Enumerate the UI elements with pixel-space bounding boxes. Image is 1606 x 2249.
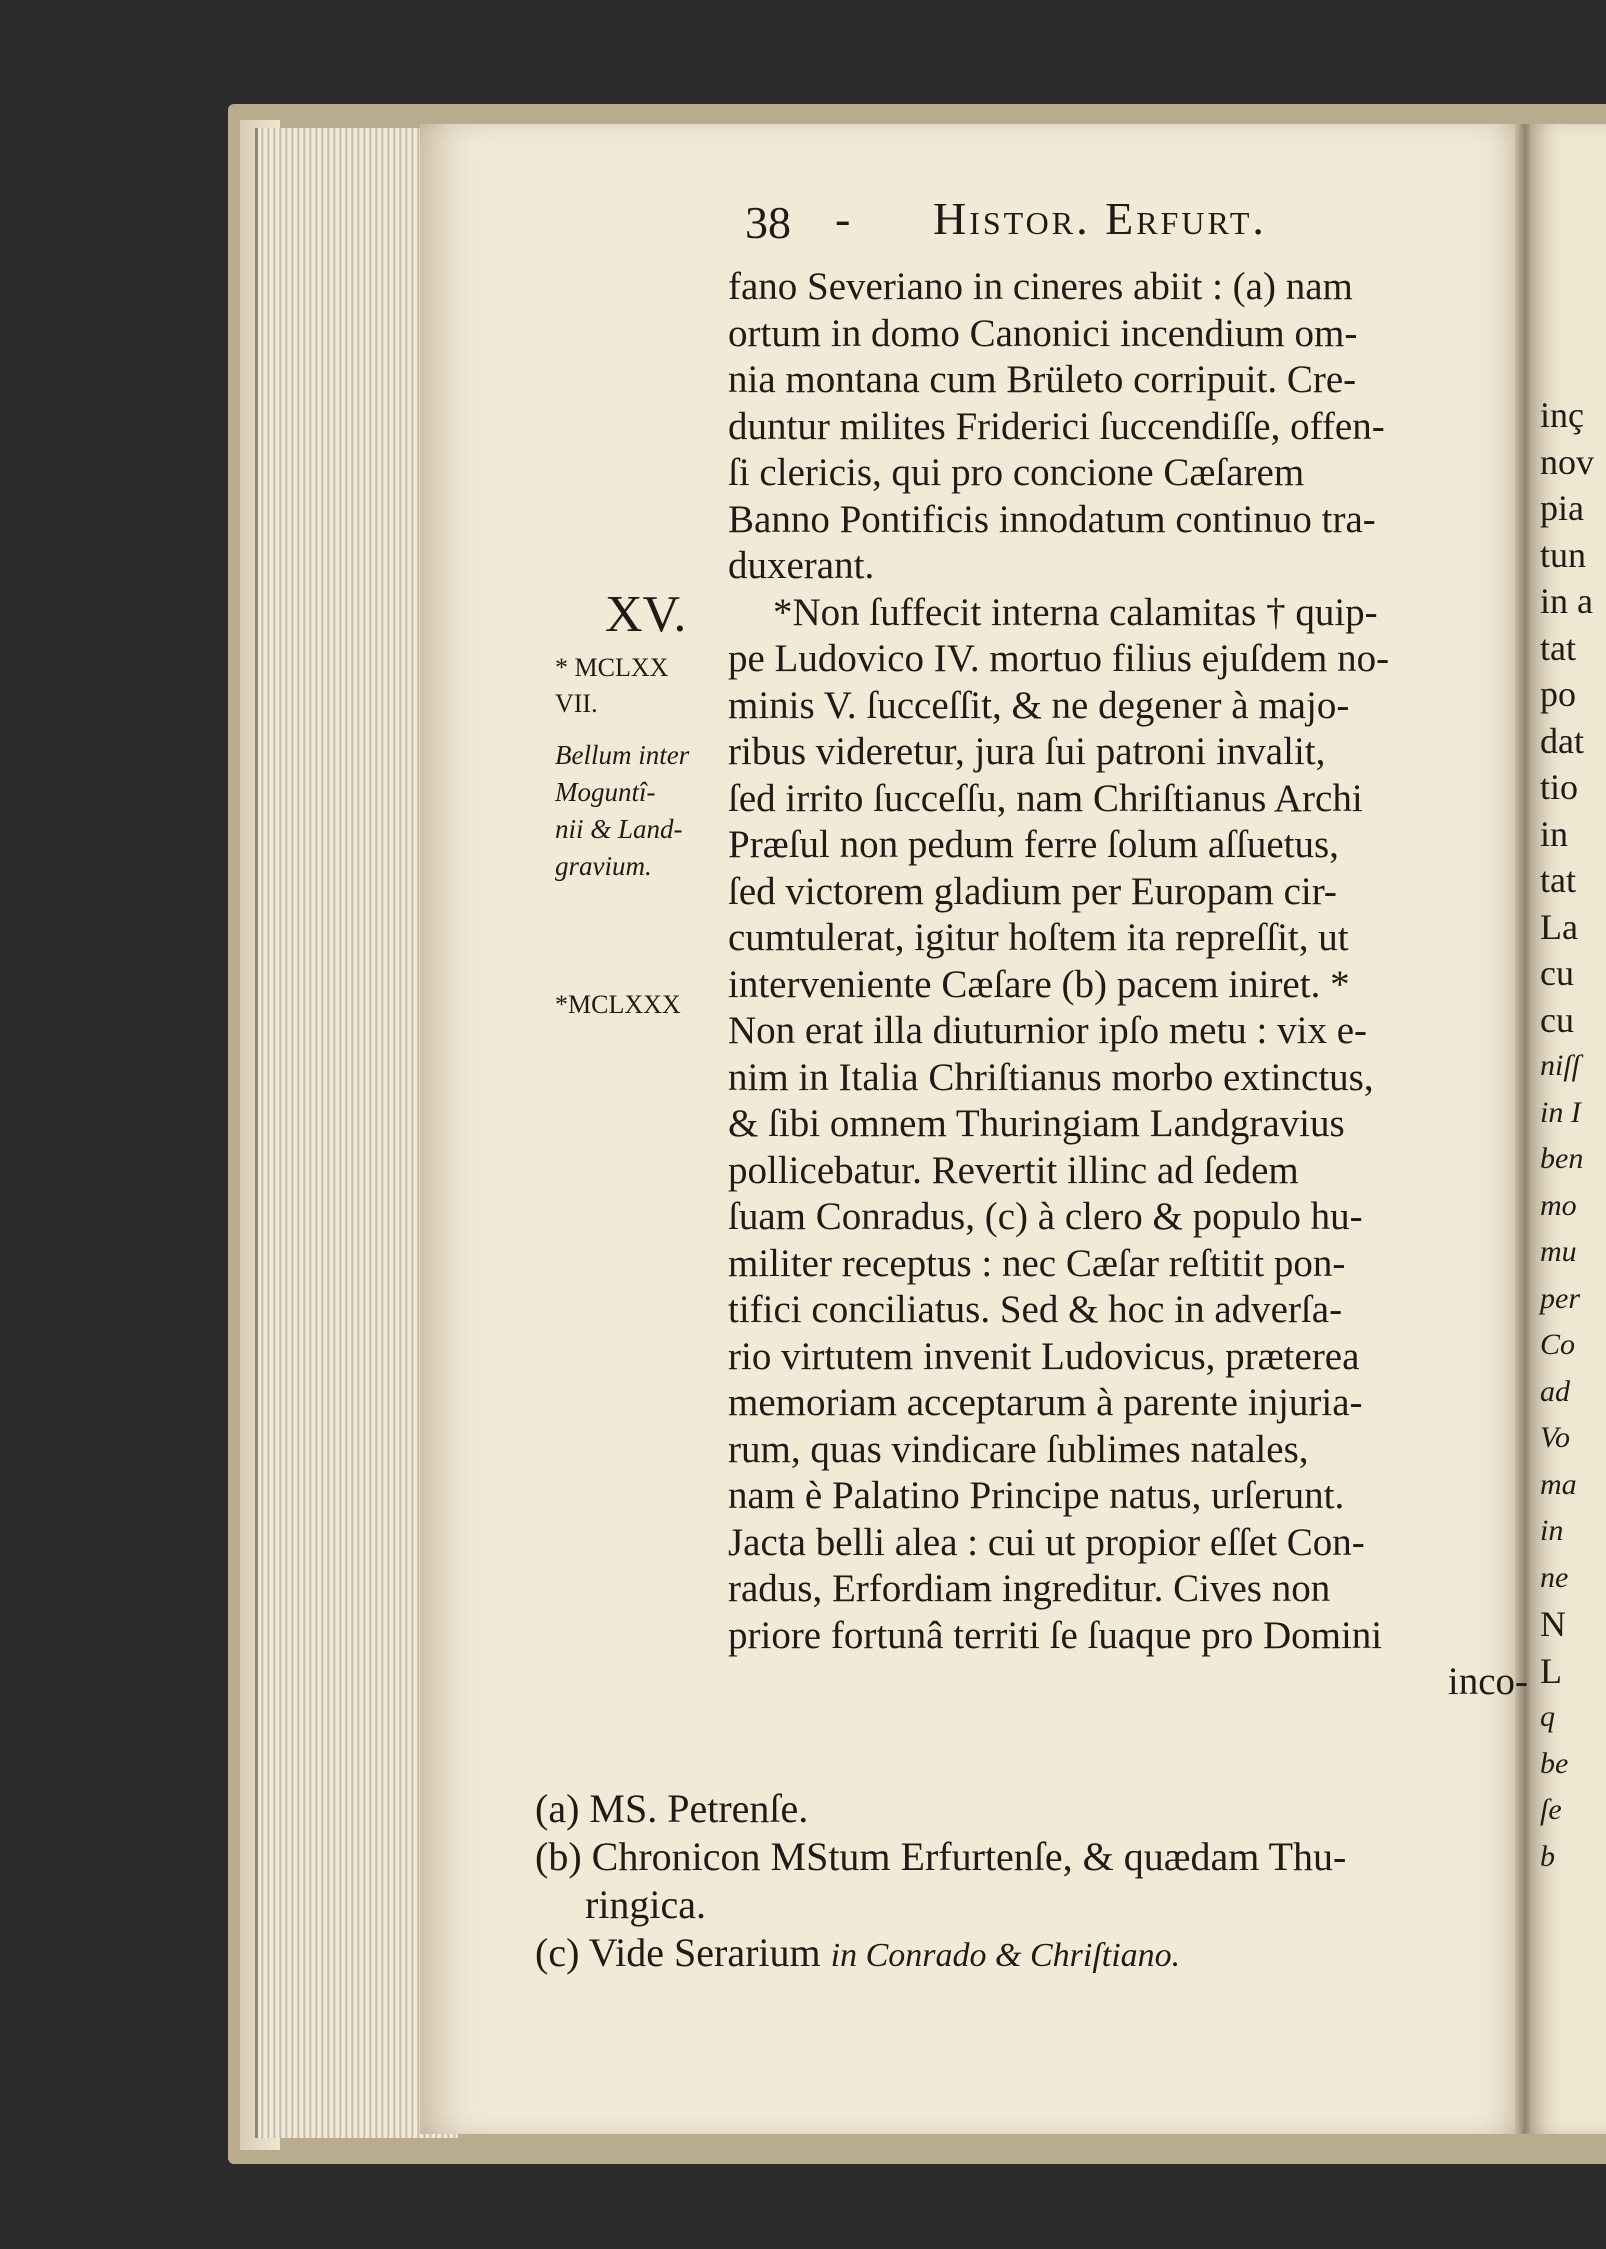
facing-line: in (1540, 1514, 1564, 1547)
facing-line: inç (1540, 395, 1584, 435)
text-line: Præſul non pedum ferre ſolum aſſuetus, (728, 823, 1339, 866)
facing-line: cu (1540, 999, 1574, 1040)
text-line: memoriam acceptarum à parente injuria- (728, 1381, 1363, 1424)
facing-line: tun (1540, 534, 1587, 575)
text-line: *Non ſuffecit interna calamitas † quip- (773, 590, 1378, 634)
facing-line: L (1540, 1650, 1562, 1691)
text-line: ſed victorem gladium per Europam cir- (728, 869, 1337, 913)
facing-line: cu (1540, 953, 1574, 993)
text-line: priore fortunâ territi ſe ſuaque pro Domini (728, 1613, 1383, 1657)
facing-line: ben (1540, 1142, 1584, 1175)
page-number: 38 (745, 197, 791, 248)
margin-note (555, 737, 730, 885)
text-line: cumtulerat, igitur hoſtem ita repreſſit, ut (728, 916, 1349, 959)
facing-line: in a (1540, 581, 1593, 621)
margin-year-1 (555, 650, 730, 722)
facing-line: in (1540, 813, 1569, 854)
facing-page-fragment (1530, 124, 1606, 2134)
facing-line: po (1540, 674, 1576, 714)
text-line: tifici conciliatus. Sed & hoc in adverſa- (728, 1288, 1343, 1331)
section-number: XV. (605, 586, 687, 643)
facing-line: q (1540, 1700, 1555, 1733)
text-line: minis V. ſucceſſit, & ne degener à majo- (728, 683, 1350, 727)
text-line: rum, quas vindicare ſublimes natales, (728, 1427, 1309, 1471)
facing-line: nov (1540, 441, 1594, 482)
text-line: ſi clericis, qui pro concione Cæſarem (728, 451, 1305, 494)
margin-note-line: Moguntî- (555, 777, 656, 807)
text-line: rio virtutem invenit Ludovicus, præterea (728, 1334, 1360, 1378)
facing-line: N (1540, 1604, 1566, 1644)
margin-note-line: nii & Land- (555, 814, 683, 844)
running-title: Histor. Erfurt. (933, 193, 1267, 244)
text-line: & ſibi omnem Thuringiam Landgravius (728, 1102, 1345, 1145)
facing-line: Co (1540, 1328, 1576, 1361)
footnote-c-text: (c) Vide Serarium (535, 1930, 821, 1975)
main-text-block (728, 264, 1528, 1706)
facing-line: per (1540, 1281, 1580, 1315)
running-header (745, 192, 1355, 262)
facing-page-text (1540, 392, 1594, 1880)
footnote-c-italic: in Conrado & Chriſtiano. (830, 1937, 1181, 1974)
text-line: ortum in domo Canonici incendium om- (728, 311, 1358, 355)
footnote-a: (a) MS. Petrenſe. (535, 1786, 809, 1831)
text-line: nam è Palatino Principe natus, urſerunt. (728, 1474, 1345, 1517)
text-line: pe Ludovico IV. mortuo filius ejuſdem no- (728, 637, 1390, 680)
footnotes (535, 1785, 1525, 1980)
text-line: duntur milites Friderici ſuccendiſſe, offen- (728, 404, 1385, 448)
facing-line: tat (1540, 627, 1576, 668)
margin-year-2: *MCLXXX (555, 990, 681, 1019)
text-line: interveniente Cæſare (b) pacem iniret. * (728, 962, 1350, 1006)
footnote-b: (b) Chronicon MStum Erfurtenſe, & quædam Thu- (535, 1834, 1347, 1879)
text-line: Non erat illa diuturnior ipſo metu : vix e- (728, 1009, 1368, 1052)
text-line: ſed irrito ſucceſſu, nam Chriſtianus Archi (728, 776, 1363, 820)
text-line: ſuam Conradus, (c) à clero & populo hu- (728, 1195, 1363, 1238)
facing-line: mu (1540, 1235, 1577, 1268)
facing-line: dat (1540, 720, 1584, 761)
margin-year-1-line2: VII. (555, 689, 598, 718)
text-line: nia montana cum Brületo corripuit. Cre- (728, 358, 1357, 401)
facing-line: tio (1540, 767, 1579, 807)
facing-line: ſe (1540, 1793, 1562, 1826)
facing-line: in I (1540, 1095, 1581, 1129)
text-line: fano Severiano in cineres abiit : (a) nam (728, 265, 1353, 308)
facing-line: ad (1540, 1374, 1570, 1408)
footnote-b-continued: ringica. (585, 1882, 707, 1927)
text-line: Jacta belli alea : cui ut propior eſſet Con- (728, 1520, 1365, 1564)
facing-line: be (1540, 1746, 1569, 1780)
text-line: pollicebatur. Revertit illinc ad ſedem (728, 1148, 1299, 1192)
header-dash: - (835, 193, 851, 244)
margin-note-line: gravium. (555, 851, 652, 881)
catchword: inco- (1447, 1660, 1528, 1703)
facing-line: pia (1540, 488, 1584, 528)
margin-note-line: Bellum inter (555, 740, 690, 770)
facing-line: tat (1540, 860, 1576, 900)
text-line: duxerant. (728, 544, 875, 587)
footnote-c (535, 1929, 1525, 1980)
facing-line: ne (1540, 1560, 1569, 1594)
facing-line: La (1540, 906, 1578, 947)
facing-line: mo (1540, 1188, 1577, 1222)
facing-line: ma (1540, 1467, 1577, 1501)
margin-year-1-line1: * MCLXX (555, 653, 669, 682)
text-line: militer receptus : nec Cæſar reſtitit pon- (728, 1241, 1346, 1285)
text-line: Banno Pontificis innodatum continuo tra- (728, 497, 1376, 541)
text-line: nim in Italia Chriſtianus morbo extinctus, (728, 1055, 1374, 1099)
facing-line: Vo (1540, 1421, 1570, 1454)
text-line: ribus videretur, jura ſui patroni invalit, (728, 730, 1326, 773)
facing-line: b (1540, 1839, 1555, 1873)
text-line: radus, Erfordiam ingreditur. Cives non (728, 1567, 1331, 1610)
facing-line: niſſ (1540, 1049, 1581, 1082)
